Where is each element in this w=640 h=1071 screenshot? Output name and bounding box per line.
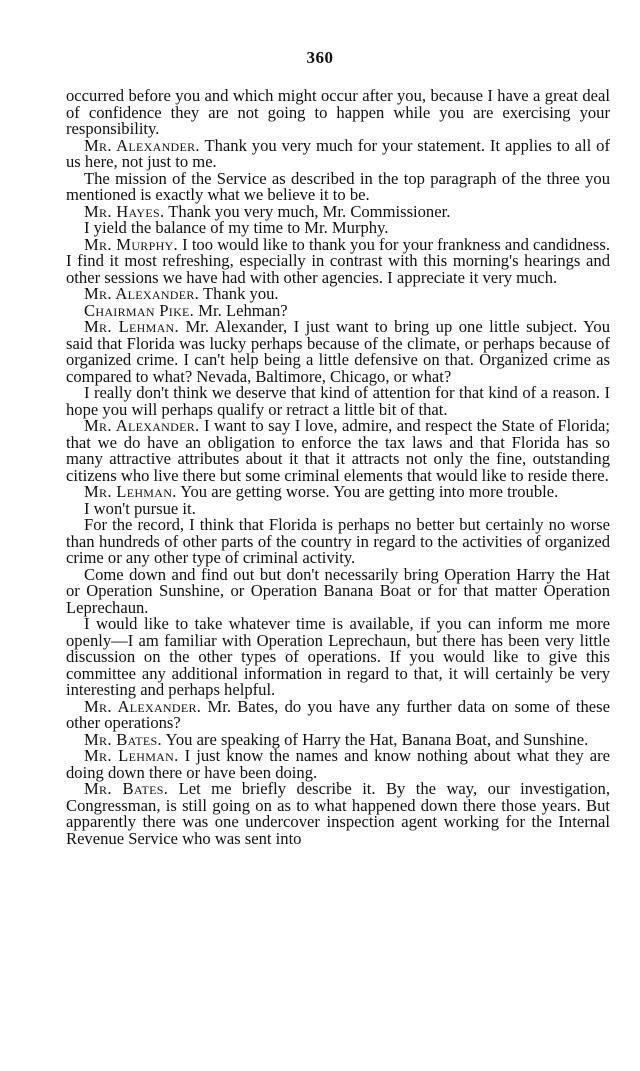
paragraph-text: Mr. Bates, do you have any further data on some of these other operations? <box>66 696 610 732</box>
paragraph <box>66 781 610 847</box>
speaker-name: Mr. Bates. <box>84 729 162 749</box>
paragraph-text: For the record, I think that Florida is perhaps no better but certainly no worse than hundreds of other parts of the country in regard to the activities of organized crime or any other type of criminal activity. <box>66 515 610 567</box>
speaker-name: Mr. Alexander. <box>84 416 200 435</box>
paragraph <box>66 135 610 171</box>
speaker-name: Mr. Lehman. <box>84 482 177 501</box>
speaker-name: Chairman Pike. <box>84 300 195 320</box>
paragraph <box>66 168 610 204</box>
speaker-name: Mr. Murphy. <box>84 234 178 254</box>
paragraph-text: I won't pursue it. <box>84 498 196 518</box>
speaker-name: Mr. Alexander. <box>84 135 200 155</box>
document-body <box>66 88 610 847</box>
paragraph <box>66 319 610 385</box>
paragraph <box>66 517 610 567</box>
paragraph <box>66 696 610 732</box>
paragraph-text: I want to say I love, admire, and respect the State of Florida; that we do have an obligation to enforce the tax laws and that Florida has so many attractive attributes about it that it attracts not only the fine, outstanding citizens who live there but some criminal elements that would like to reside there. <box>66 416 610 485</box>
paragraph-text: I really don't think we deserve that kind of attention for that kind of a reason. I hope you will perhaps qualify or retract a little bit of that. <box>66 383 610 419</box>
paragraph-text: occurred before you and which might occur after you, because I have a great deal of confidence they are not going to happen while you are exercising your responsibility. <box>66 86 610 138</box>
speaker-name: Mr. Hayes. <box>84 201 165 221</box>
paragraph-text: Thank you very much for your statement. It applies to all of us here, not just to me. <box>66 135 610 171</box>
speaker-name: Mr. Alexander. <box>84 696 202 716</box>
paragraph-text: I yield the balance of my time to Mr. Murphy. <box>84 218 389 237</box>
paragraph-text: Thank you very much, Mr. Commissioner. <box>168 201 451 221</box>
paragraph-text: Thank you. <box>203 284 279 303</box>
paragraph-text: Let me briefly describe it. By the way, our investigation, Congressman, is still going on as to what happened down there those years. But apparently there was one undercover inspection agent working for the Internal Revenue Service who was sent into <box>66 779 610 848</box>
speaker-name: Mr. Lehman. <box>84 317 179 336</box>
speaker-name: Mr. Alexander. <box>84 284 200 303</box>
paragraph <box>66 564 610 617</box>
paragraph <box>66 385 610 418</box>
paragraph-text: You are speaking of Harry the Hat, Banana Boat, and Sunshine. <box>165 729 589 749</box>
paragraph <box>66 88 610 138</box>
paragraph-text: I would like to take whatever time is available, if you can inform me more openly—I am familiar with Operation Leprechaun, but there has been very little discussion on the other types of operations. If you would like to give this committee any additional information in regard to that, it will certainly be very interesting and perhaps helpful. <box>66 614 610 699</box>
speaker-name: Mr. Lehman. <box>84 746 179 765</box>
paragraph-text: I just know the names and know nothing about what they are doing down there or have been doing. <box>66 746 610 782</box>
paragraph <box>66 748 610 781</box>
paragraph <box>66 418 610 484</box>
paragraph-text: Come down and find out but don't necessarily bring Operation Harry the Hat or Operation Sunshine, or Operation Banana Boat or for that matter Operation Leprechaun. <box>66 564 610 617</box>
page-number: 360 <box>306 48 334 67</box>
paragraph-text: The mission of the Service as described in the top paragraph of the three you mentioned is exactly what we believe it to be. <box>66 168 610 204</box>
paragraph-text: Mr. Lehman? <box>198 300 288 320</box>
paragraph <box>66 616 610 699</box>
paragraph-text: Mr. Alexander, I just want to bring up one little subject. You said that Florida was lucky perhaps because of the climate, or perhaps because of organized crime. I can't help being a little defensive on that. Organized crime as compared to what? Nevada, Baltimore, Chicago, or what? <box>66 317 610 386</box>
paragraph-text: You are getting worse. You are getting into more trouble. <box>180 482 559 501</box>
speaker-name: Mr. Bates. <box>84 779 169 798</box>
paragraph-text: I too would like to thank you for your frankness and candidness. I find it most refreshing, especially in contrast with this morning's hearings and other sessions we have had with other agencies. I appreciate it very much. <box>66 234 610 287</box>
paragraph <box>66 234 610 287</box>
